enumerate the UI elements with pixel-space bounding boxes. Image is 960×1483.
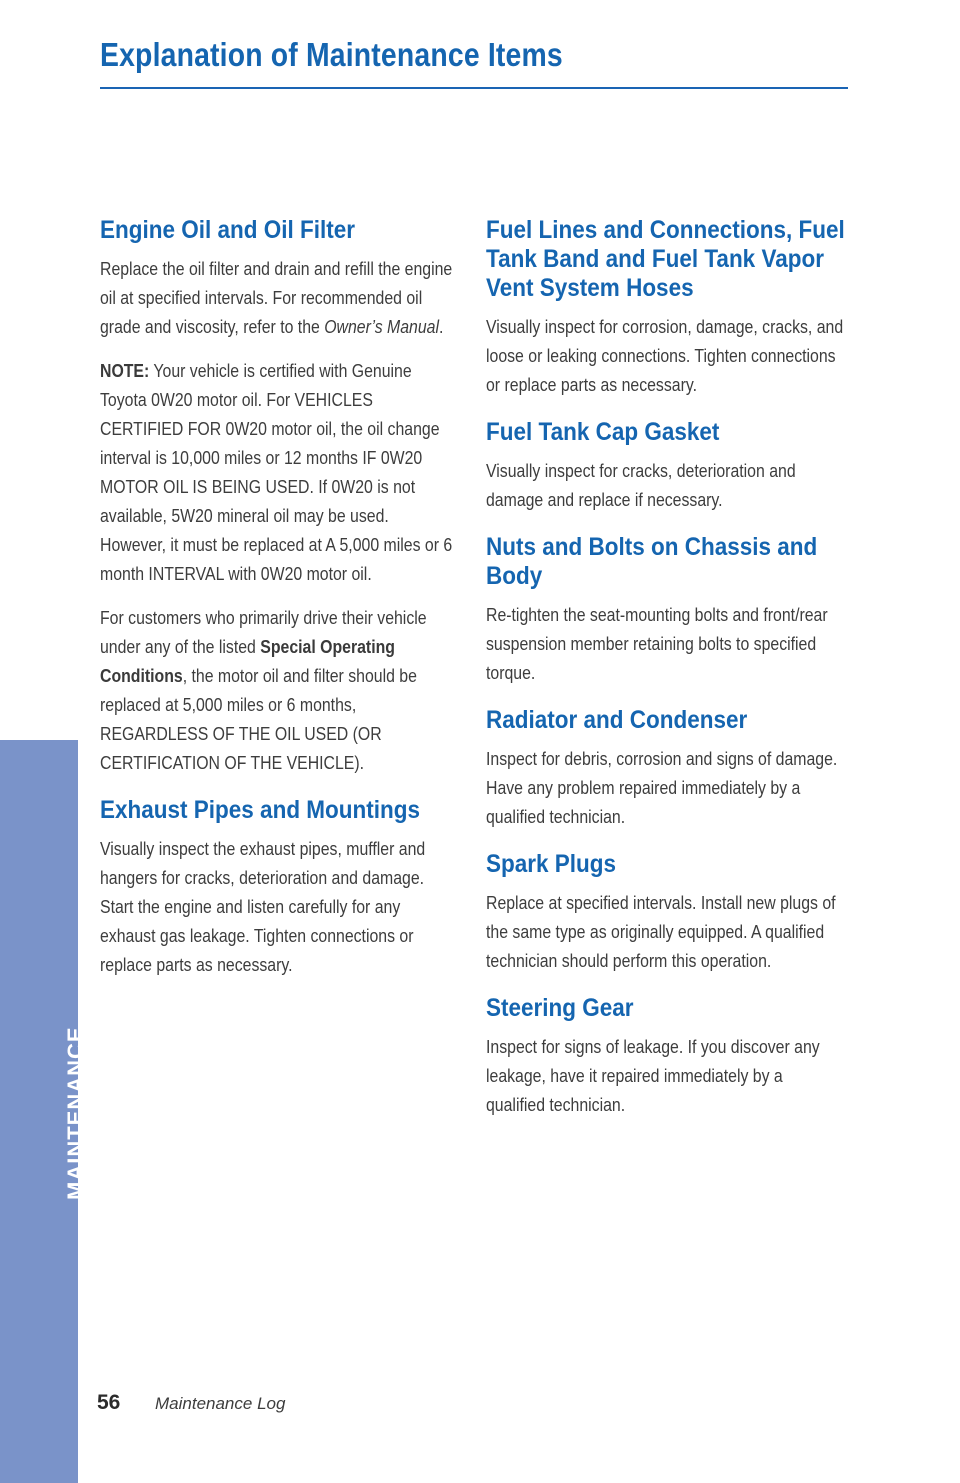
fuel-cap-heading: Fuel Tank Cap Gasket <box>486 418 720 446</box>
section-spark-plugs <box>486 850 846 976</box>
radiator-heading: Radiator and Condenser <box>486 706 748 734</box>
note-text: Your vehicle is certified with Genuine Toyota 0W20 motor oil. For VEHICLES CERTIFIED FOR 0W20 motor oil, the oil change interval is 10,000 miles or 12 months IF 0W20 MOTOR OIL IS BEING USED. If 0W20 is not available, 5W20 mineral oil may be used. However, it must be replaced at A 5,000 miles or 6 month INTERVAL with 0W20 motor oil. <box>100 361 453 584</box>
exhaust-heading: Exhaust Pipes and Mountings <box>100 796 421 824</box>
note-label: NOTE: <box>100 361 150 381</box>
right-column <box>486 216 846 1138</box>
spark-plugs-text: Replace at specified intervals. Install new plugs of the same type as originally equipped. A qualified technician should perform this operation. <box>486 893 836 971</box>
section-radiator <box>486 706 846 832</box>
engine-oil-heading: Engine Oil and Oil Filter <box>100 216 356 244</box>
spark-plugs-heading: Spark Plugs <box>486 850 617 878</box>
steering-text: Inspect for signs of leakage. If you discover any leakage, have it repaired immediately by a qualified technician. <box>486 1037 820 1115</box>
section-steering <box>486 994 846 1120</box>
section-nuts-bolts <box>486 533 846 688</box>
radiator-text: Inspect for debris, corrosion and signs of damage. Have any problem repaired immediately by a qualified technician. <box>486 749 838 827</box>
fuel-lines-text: Visually inspect for corrosion, damage, cracks, and loose or leaking connections. Tighten connections or replace parts as necessary. <box>486 317 844 395</box>
section-fuel-lines <box>486 216 846 400</box>
engine-oil-paragraph <box>100 255 453 342</box>
page-number: 56 <box>97 1391 121 1414</box>
left-column <box>100 216 455 998</box>
engine-oil-special-conditions <box>100 604 453 778</box>
title-rule <box>100 87 848 89</box>
steering-heading: Steering Gear <box>486 994 634 1022</box>
owners-manual-ref: Owner’s Manual <box>324 317 439 337</box>
special-conditions-label: Special Operating Conditions <box>100 637 395 686</box>
section-fuel-cap <box>486 418 846 515</box>
special-conditions-text-end: , the motor oil and filter should be replaced at 5,000 miles or 6 months, REGARDLESS OF THE OIL USED (OR CERTIFICATION OF THE VEHICLE). <box>100 666 417 773</box>
nuts-bolts-heading: Nuts and Bolts on Chassis and Body <box>486 533 818 590</box>
side-tab-label: MAINTENANCE <box>63 1026 88 1200</box>
section-exhaust <box>100 796 455 980</box>
section-engine-oil <box>100 216 455 778</box>
nuts-bolts-text: Re-tighten the seat-mounting bolts and front/rear suspension member retaining bolts to specified torque. <box>486 605 828 683</box>
engine-oil-note <box>100 357 453 589</box>
exhaust-text: Visually inspect the exhaust pipes, muffler and hangers for cracks, deterioration and damage. Start the engine and listen carefully for any exhaust gas leakage. Tighten connections or replace parts as necessary. <box>100 839 426 975</box>
fuel-lines-heading: Fuel Lines and Connections, Fuel Tank Band and Fuel Tank Vapor Vent System Hoses <box>486 216 845 302</box>
fuel-cap-text: Visually inspect for cracks, deterioration and damage and replace if necessary. <box>486 461 796 510</box>
page-title: Explanation of Maintenance Items <box>100 36 563 73</box>
special-conditions-text: For customers who primarily drive their vehicle under any of the listed <box>100 608 427 657</box>
footer-label: Maintenance Log <box>155 1394 286 1413</box>
engine-oil-text: Replace the oil filter and drain and refill the engine oil at specified intervals. For recommended oil grade and viscosity, refer to the <box>100 259 453 337</box>
engine-oil-text-end: . <box>438 317 444 337</box>
